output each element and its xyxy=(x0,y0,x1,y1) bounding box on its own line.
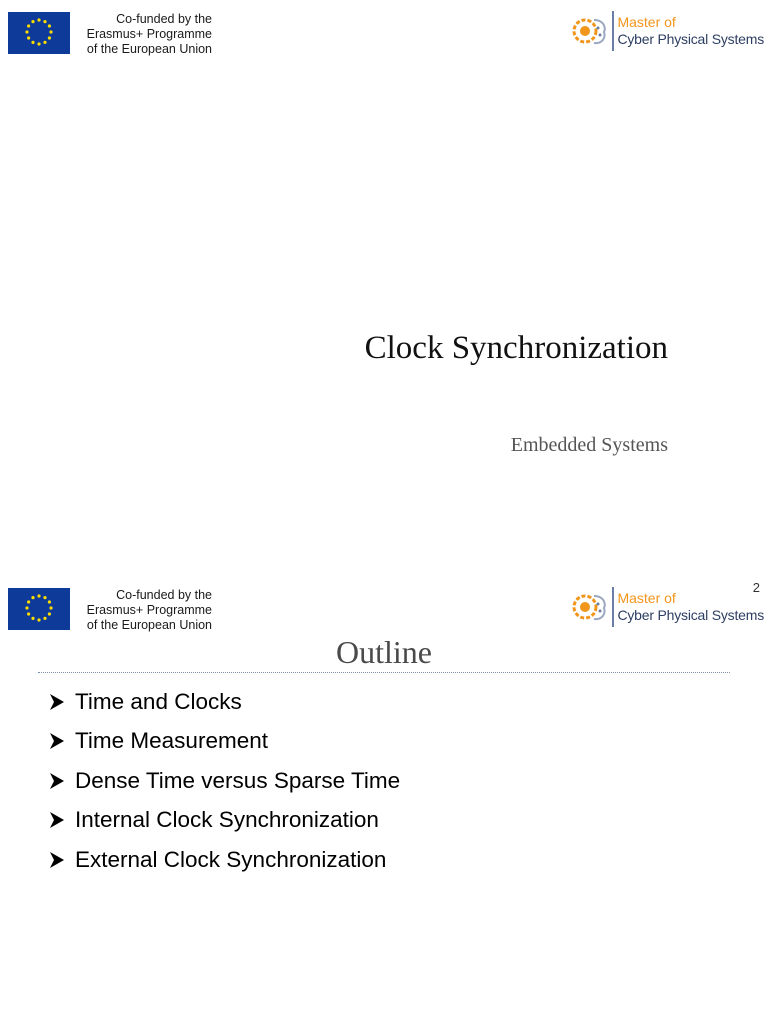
outline-list xyxy=(48,682,400,880)
logo-line-1: Master of xyxy=(617,14,676,30)
eu-text-line-3: of the European Union xyxy=(86,42,212,56)
page-number: 2 xyxy=(752,580,760,595)
list-item xyxy=(48,761,400,801)
logo-divider xyxy=(612,11,614,51)
title-divider xyxy=(38,672,730,673)
eu-flag-icon xyxy=(8,12,70,54)
list-item xyxy=(48,682,400,722)
list-item-text: Time Measurement xyxy=(75,728,268,754)
arrow-bullet-icon xyxy=(48,851,68,869)
eu-text-line-1: Co-funded by the xyxy=(116,588,212,602)
slide-title: Clock Synchronization xyxy=(364,330,668,366)
eu-cofunded-text xyxy=(80,588,212,633)
eu-cofunded-text xyxy=(80,12,212,57)
eu-text-line-2: Erasmus+ Programme xyxy=(86,27,212,41)
list-item xyxy=(48,801,400,841)
eu-text-line-2: Erasmus+ Programme xyxy=(86,603,212,617)
arrow-bullet-icon xyxy=(48,772,68,790)
gear-brain-icon xyxy=(570,10,610,52)
master-cps-logo xyxy=(570,10,764,52)
arrow-bullet-icon xyxy=(48,732,68,750)
master-cps-text xyxy=(617,590,764,624)
master-cps-text xyxy=(617,14,764,48)
arrow-bullet-icon xyxy=(48,693,68,711)
logo-line-2: Cyber Physical Systems xyxy=(617,607,764,623)
eu-cofunded-logo xyxy=(8,588,212,633)
slide-subtitle: Embedded Systems xyxy=(510,434,668,456)
list-item xyxy=(48,722,400,762)
eu-cofunded-logo xyxy=(8,12,212,57)
master-cps-logo xyxy=(570,586,764,628)
logo-line-1: Master of xyxy=(617,590,676,606)
eu-text-line-1: Co-funded by the xyxy=(116,12,212,26)
arrow-bullet-icon xyxy=(48,811,68,829)
list-item-text: Internal Clock Synchronization xyxy=(75,807,379,833)
logo-line-2: Cyber Physical Systems xyxy=(617,31,764,47)
logo-divider xyxy=(612,587,614,627)
list-item-text: Dense Time versus Sparse Time xyxy=(75,767,401,793)
eu-flag-icon xyxy=(8,588,70,630)
list-item xyxy=(48,840,400,880)
gear-brain-icon xyxy=(570,586,610,628)
list-item-text: External Clock Synchronization xyxy=(75,846,387,872)
eu-text-line-3: of the European Union xyxy=(86,618,212,632)
list-item-text: Time and Clocks xyxy=(75,688,242,714)
slide-2 xyxy=(0,576,768,1024)
outline-title: Outline xyxy=(336,634,432,670)
